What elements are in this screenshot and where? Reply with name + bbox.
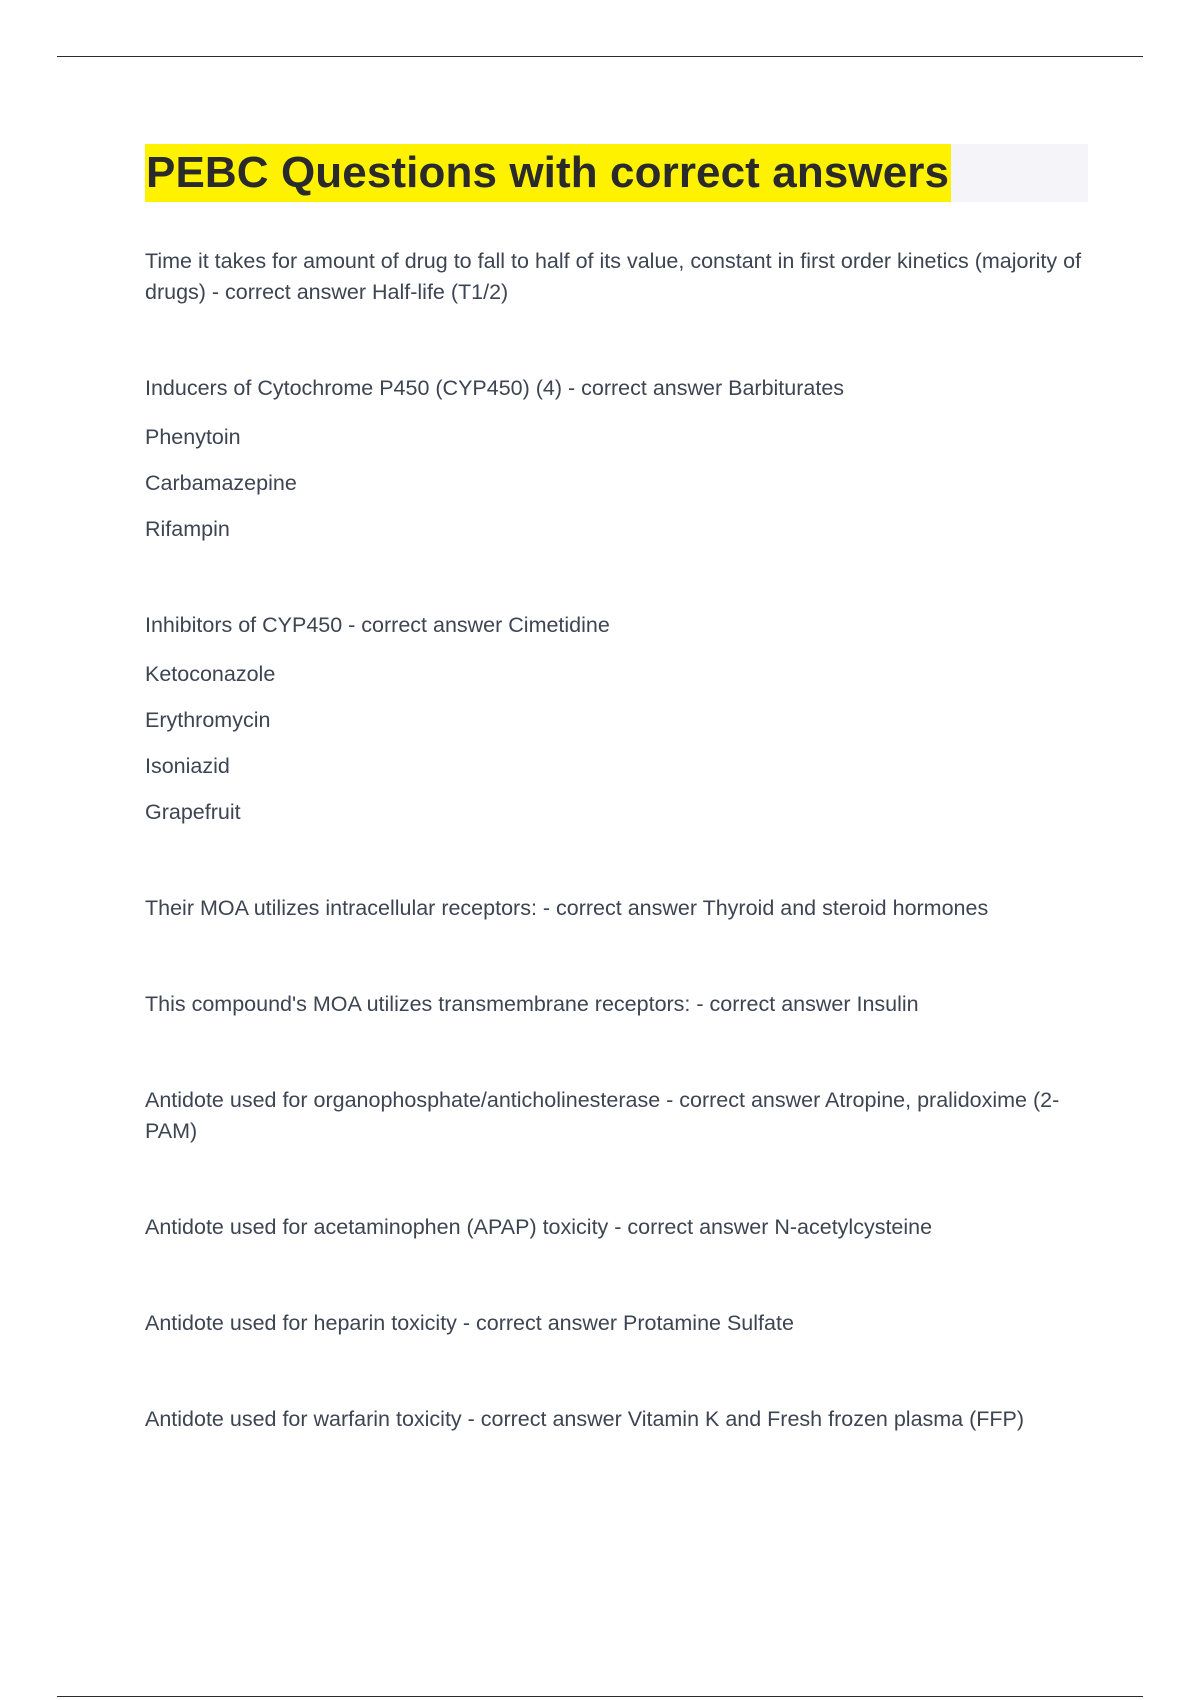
qa-extra-line: Rifampin xyxy=(145,517,230,541)
qa-text: Time it takes for amount of drug to fall to half of its value, constant in first order kinetics (majority of drugs) - correct answer Half-life (T1/2) xyxy=(145,249,1082,304)
qa-extra-line: Phenytoin xyxy=(145,425,241,449)
qa-item xyxy=(145,373,1085,545)
qa-item xyxy=(145,893,1085,924)
qa-text: Their MOA utilizes intracellular receptors: - correct answer Thyroid and steroid hormones xyxy=(145,896,989,920)
qa-text: Antidote used for acetaminophen (APAP) toxicity - correct answer N-acetylcysteine xyxy=(145,1215,933,1239)
header-rule xyxy=(57,56,1143,57)
qa-text: Antidote used for heparin toxicity - correct answer Protamine Sulfate xyxy=(145,1311,794,1335)
qa-item xyxy=(145,1212,1085,1243)
qa-text: This compound's MOA utilizes transmembrane receptors: - correct answer Insulin xyxy=(145,992,919,1016)
title-block xyxy=(145,144,1088,202)
qa-extra-line: Carbamazepine xyxy=(145,471,297,495)
qa-extra-line: Ketoconazole xyxy=(145,662,276,686)
qa-text: Inducers of Cytochrome P450 (CYP450) (4) - correct answer Barbiturates xyxy=(145,376,845,400)
qa-item xyxy=(145,246,1085,308)
qa-text: Inhibitors of CYP450 - correct answer Cimetidine xyxy=(145,613,610,637)
qa-text: Antidote used for warfarin toxicity - correct answer Vitamin K and Fresh frozen plasma (FFP) xyxy=(145,1407,1025,1431)
qa-item xyxy=(145,1404,1085,1435)
qa-text: Antidote used for organophosphate/anticholinesterase - correct answer Atropine, pralidoxime (2-PAM) xyxy=(145,1088,1060,1143)
qa-extra-line: Grapefruit xyxy=(145,800,241,824)
qa-item xyxy=(145,989,1085,1020)
document-title: PEBC Questions with correct answers xyxy=(145,144,951,202)
qa-item xyxy=(145,610,1085,828)
qa-item xyxy=(145,1085,1085,1147)
qa-item xyxy=(145,1308,1085,1339)
qa-extra-line: Erythromycin xyxy=(145,708,271,732)
qa-extra-line: Isoniazid xyxy=(145,754,230,778)
qa-list xyxy=(145,246,1085,1500)
footer-rule xyxy=(57,1696,1143,1697)
